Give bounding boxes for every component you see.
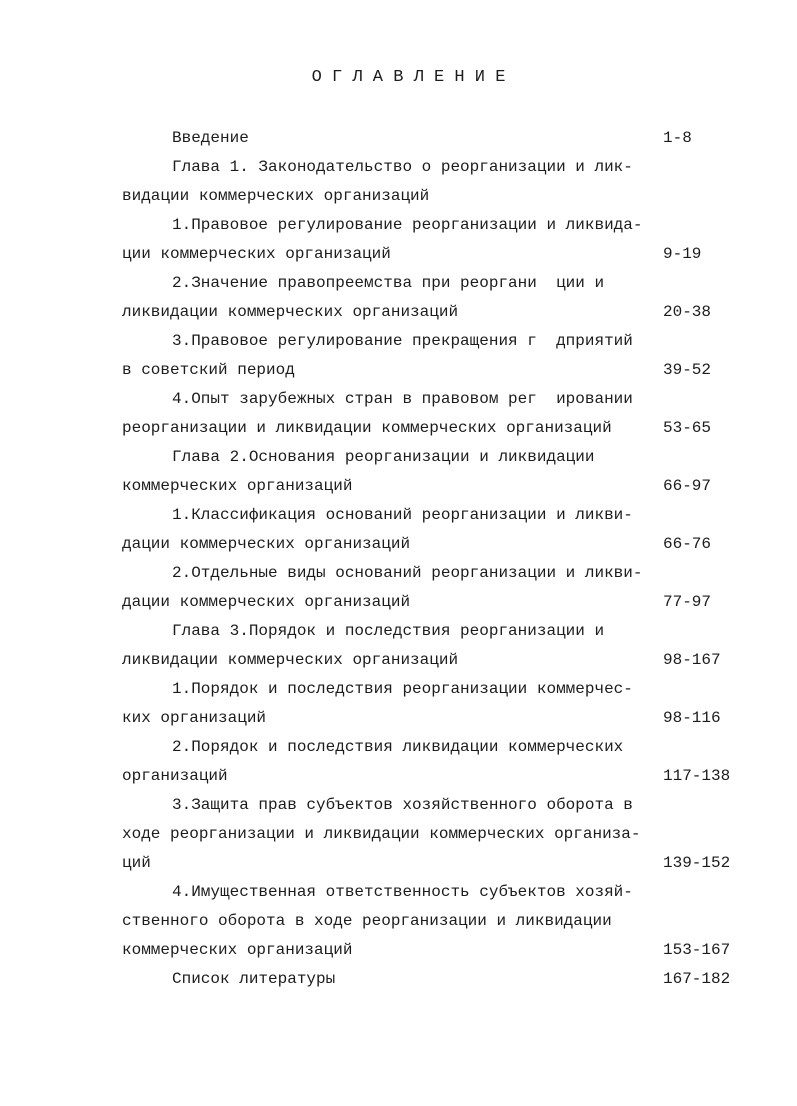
toc-entry-line — [0, 646, 797, 675]
toc-entry-line — [0, 414, 797, 443]
toc-page-range: 77-97 — [663, 593, 712, 611]
toc-entry-line — [0, 733, 797, 762]
toc-entry-line — [0, 762, 797, 791]
toc-entry-line — [0, 443, 797, 472]
toc-entry-text: 4.Имущественная ответственность субъектов хозяй- — [172, 883, 633, 901]
toc-entry-line — [0, 385, 797, 414]
toc-entry-line — [0, 298, 797, 327]
toc-entry-line — [0, 124, 797, 153]
toc-entry-text: ходе реорганизации и ликвидации коммерческих организа- — [122, 825, 641, 843]
toc-entry-text: организаций — [122, 767, 228, 785]
toc-entry-text: коммерческих организаций — [122, 941, 353, 959]
toc-entry-line — [0, 588, 797, 617]
toc-entry-line — [0, 501, 797, 530]
toc-entry-line — [0, 675, 797, 704]
toc-entry-text: ций — [122, 854, 151, 872]
toc-entry-line — [0, 907, 797, 936]
toc-entry-line — [0, 211, 797, 240]
toc-entry-text: 2.Отдельные виды оснований реорганизации и ликви- — [172, 564, 643, 582]
toc-entry-line — [0, 153, 797, 182]
toc-entry-text: ких организаций — [122, 709, 267, 727]
toc-page-range: 139-152 — [663, 854, 731, 872]
toc-entry-text: Глава 1. Законодательство о реорганизации и лик- — [172, 158, 633, 176]
toc-entry-line — [0, 820, 797, 849]
toc-entry-text: дации коммерческих организаций — [122, 593, 411, 611]
toc-entry-text: 2.Значение правопреемства при реоргани ции и — [172, 274, 605, 292]
toc-entry-text: Глава 3.Порядок и последствия реорганизации и — [172, 622, 605, 640]
toc-entry-text: коммерческих организаций — [122, 477, 353, 495]
toc-entry-line — [0, 704, 797, 733]
toc-entry-line — [0, 240, 797, 269]
toc-entry-line — [0, 269, 797, 298]
toc-page-range: 66-97 — [663, 477, 712, 495]
toc-page-range: 98-167 — [663, 651, 721, 669]
toc-entry-text: 1.Классификация оснований реорганизации и ликви- — [172, 506, 633, 524]
toc-page-range: 39-52 — [663, 361, 712, 379]
toc-entry-text: ции коммерческих организаций — [122, 245, 391, 263]
page-title: О Г Л А В Л Е Н И Е — [311, 68, 506, 87]
toc-entry-text: дации коммерческих организаций — [122, 535, 411, 553]
toc-entry-text: 1.Порядок и последствия реорганизации коммерчес- — [172, 680, 633, 698]
toc-entry-line — [0, 617, 797, 646]
toc-entry-text: 1.Правовое регулирование реорганизации и ликвида- — [172, 216, 643, 234]
toc-page-range: 117-138 — [663, 767, 731, 785]
toc-page-range: 66-76 — [663, 535, 712, 553]
toc-entry-text: Список литературы — [172, 970, 336, 988]
toc-entry-text: 2.Порядок и последствия ликвидации коммерческих — [172, 738, 624, 756]
toc-entry-line — [0, 878, 797, 907]
toc-entry-line — [0, 327, 797, 356]
toc-entry-line — [0, 936, 797, 965]
toc-entry-text: ликвидации коммерческих организаций — [122, 303, 459, 321]
toc-entry-text: видации коммерческих организаций — [122, 187, 430, 205]
toc-page-range: 20-38 — [663, 303, 712, 321]
toc-entry-text: 3.Правовое регулирование прекращения г дприятий — [172, 332, 633, 350]
toc-entry-line — [0, 791, 797, 820]
toc-entry-line — [0, 356, 797, 385]
toc-entry-text: 4.Опыт зарубежных стран в правовом рег ировании — [172, 390, 633, 408]
toc-entry-text: в советский период — [122, 361, 295, 379]
toc-page-range: 167-182 — [663, 970, 731, 988]
toc-page-range: 98-116 — [663, 709, 721, 727]
toc-entry-line — [0, 530, 797, 559]
toc-page-range: 53-65 — [663, 419, 712, 437]
toc-page-range: 9-19 — [663, 245, 702, 263]
toc-entry-text: Глава 2.Основания реорганизации и ликвидации — [172, 448, 595, 466]
toc-entry-text: реорганизации и ликвидации коммерческих организаций — [122, 419, 612, 437]
toc-entry-line — [0, 849, 797, 878]
toc-entry-text: ликвидации коммерческих организаций — [122, 651, 459, 669]
toc-entry-line — [0, 472, 797, 501]
toc-entry-line — [0, 182, 797, 211]
toc-entry-line — [0, 965, 797, 994]
toc-entry-text: ственного оборота в ходе реорганизации и ликвидации — [122, 912, 612, 930]
toc-entry-text: Введение — [172, 129, 249, 147]
toc-page-range: 153-167 — [663, 941, 731, 959]
toc-page-range: 1-8 — [663, 129, 692, 147]
toc-entry-text: 3.Защита прав субъектов хозяйственного оборота в — [172, 796, 633, 814]
toc-entry-line — [0, 559, 797, 588]
